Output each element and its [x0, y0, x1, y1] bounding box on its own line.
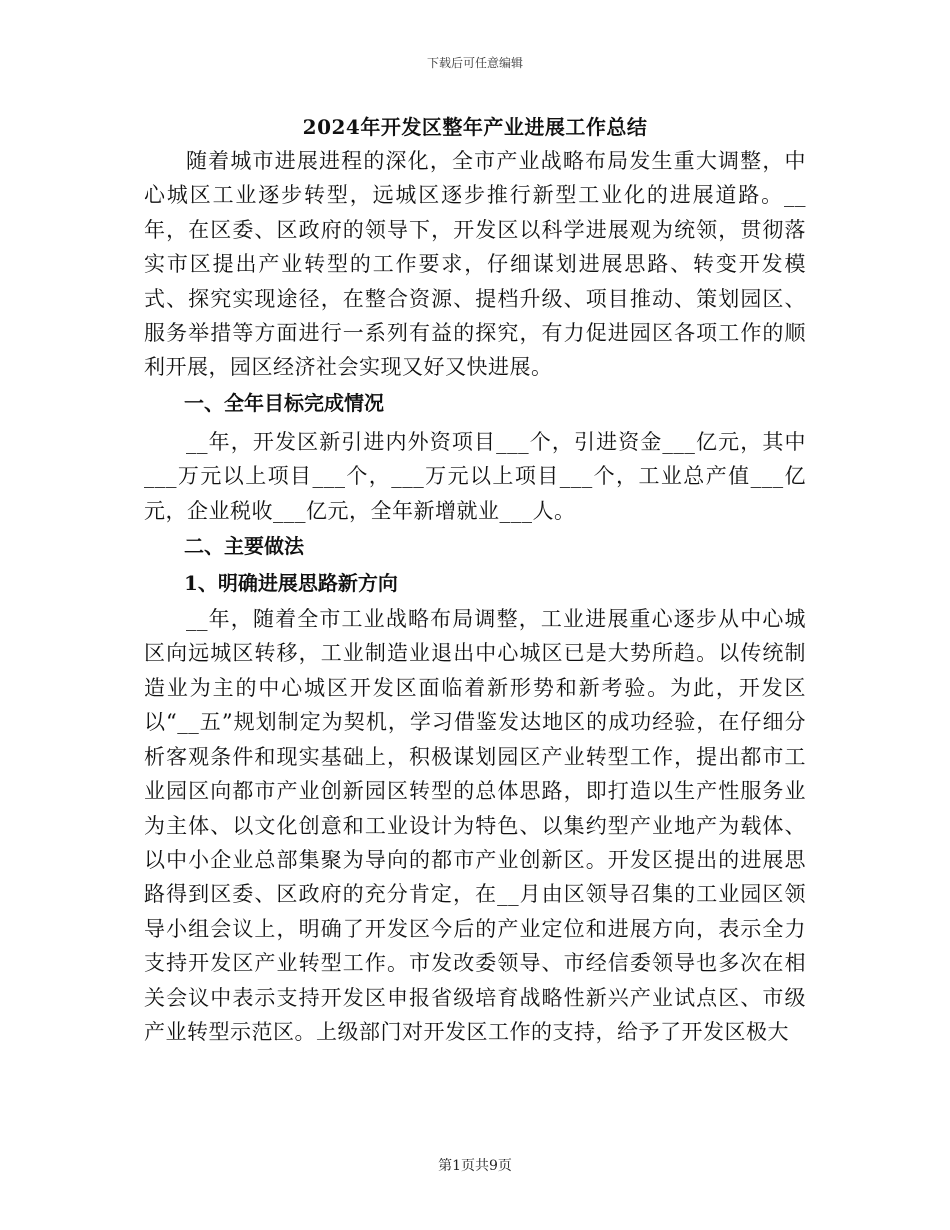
page-header-note: 下载后可任意编辑: [426, 56, 523, 70]
document-title: 2024年开发区整年产业进展工作总结: [302, 115, 648, 139]
intro-paragraph: 随着城市进展进程的深化，全市产业战略布局发生重大调整，中心城区工业逐步转型，远城区逐步推行新型工业化的进展道路。__年，在区委、区政府的领导下，开发区以科学进展观为统领，贯彻落实市区提出产业转型的工作要求，仔细谋划进展思路、转变开发模式、探究实现途径，在整合资源、提档升级、项目推动、策划园区、服务举措等方面进行一系列有益的探究，有力促进园区各项工作的顺利开展，园区经济社会实现又好又快进展。: [144, 149, 806, 380]
direction-paragraph: __年，随着全市工业战略布局调整，工业进展重心逐步从中心城区向远城区转移，工业制造业退出中心城区已是大势所趋。以传统制造业为主的中心城区开发区面临着新形势和新考验。为此，开发区以“__五”规划制定为契机，学习借鉴发达地区的成功经验，在仔细分析客观条件和现实基础上，积极谋划园区产业转型工作，提出都市工业园区向都市产业创新园区转型的总体思路，即打造以生产性服务业为主体、以文化创意和工业设计为特色、以集约型产业地产为载体、以中小企业总部集聚为导向的都市产业创新区。开发区提出的进展思路得到区委、区政府的充分肯定，在__月由区领导召集的工业园区领导小组会议上，明确了开发区今后的产业定位和进展方向，表示全力支持开发区产业转型工作。市发改委领导、市经信委领导也多次在相关会议中表示支持开发区申报省级培育战略性新兴产业试点区、市级产业转型示范区。上级部门对开发区工作的支持，给予了开发区极大: [144, 607, 806, 1044]
targets-paragraph: __年，开发区新引进内外资项目___个，引进资金___亿元，其中___万元以上项目___个，___万元以上项目___个，工业总产值___亿元，企业税收___亿元，全年新增就业___人。: [144, 429, 806, 523]
section-heading-methods: 二、主要做法: [184, 534, 304, 559]
section-heading-targets: 一、全年目标完成情况: [184, 390, 384, 415]
subsection-heading-direction: 1、明确进展思路新方向: [184, 571, 398, 596]
document-body: [144, 110, 806, 1049]
page-number: 第1页共9页: [438, 1158, 512, 1174]
